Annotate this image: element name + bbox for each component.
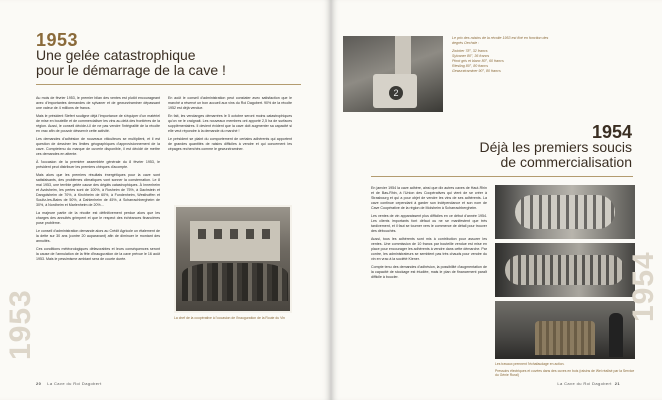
photo-press-drum [515,195,615,229]
text-column-1 [371,186,487,283]
text-column-2 [168,96,292,155]
historic-photo-press-1 [495,185,635,239]
paragraph: En janvier 1954 la cave adhère, ainsi que dix autres caves de Haut-Rhin et de Bas-Rhin, à l'Union des Coopératives qui vient de se créer à Strasbourg et qui a pour objet de vendre les vins de ses adhérents. La cave continue cependant à garder son indépendance et son nom de Cave Coopérative de la région de Molsheim à Scharrachbergheim. [371,186,487,210]
photo-press-drum [505,255,625,285]
right-page [331,0,662,400]
paragraph: Ces conditions météorologiques défavorables et leurs conséquences seront la cause de l'annulation de la fête d'inauguration de la cave prévue le 16 août 1953. Mais le pessimisme ambiant sera de courte durée. [36,247,160,261]
photo-caption: Pressoirs électriques et cuvées dans des cuves en bois (raisins de Wei réalisé par la Service du Génie Rural) [495,368,635,377]
historic-photo-vat [495,301,635,359]
paragraph: Le président se plaint du comportement de certains adhérents qui apportent de grandes quantités de raisins difficiles à vendre et qui concernent les cépages recherchés comme le gewurztraminer. [168,137,292,151]
vertical-year-watermark: 1953 [4,289,37,360]
title-line: de commercialisation [500,154,632,170]
price-line: Zwicker 78°, 32 francs [452,49,488,53]
price-sidebar [452,36,557,74]
photo-building [190,221,280,261]
photo-arm [395,36,411,76]
paragraph: La majeure partie de la récolte est définitivement perdue alors que les charges des annuités grimpent et que le respect des échéances financières pose problème. [36,211,160,225]
paragraph: Les demandes d'adhésion de nouveaux viticulteurs se multiplient, et il est question de dessiner les limites géographiques d'approvisionnement de la cave. Comptetenu du marque de cuverie disponible, il est décidé de mettre ces demandes en attente. [36,137,160,156]
paragraph: En fait, les vendanges démarrées le 5 octobre seront moins catastrophiques qu'on ne le craignait. Les nouveaux membres ont apporté 2,5 ha de surfaces supplémentaires. Il devient évident que la cave doit augmenter sa capacité si elle veut répondre à la demande du marché ! [168,114,292,133]
historic-photo-press-2 [495,243,635,297]
folio-left [36,381,102,386]
photo-people [182,263,288,301]
photo-number: 2 [389,86,403,100]
page-number: 20 [36,381,42,386]
divider [371,176,633,177]
title-line: pour le démarrage de la cave ! [36,62,226,78]
historic-photo-cooperative [174,205,292,313]
folio-right [557,381,626,386]
photo-captions [495,362,635,380]
paragraph: Compte tenu des demandes d'adhésion, la possibilité d'augmentation de la capacité de stockage est étudiée, mais le plan de financement paraît difficile à boucler. [371,265,487,279]
price-intro: Le prix des raisins de la récolte 1953 est fixé en fonction des degrés Oechsle : [452,36,549,45]
paragraph: À l'occasion de la première assemblée générale du 8 février 1953, le président peut distribuer les premiers chèques d'acompte. [36,160,160,169]
section-year-1954: 1954 [591,122,632,142]
page-number: 21 [614,381,620,386]
photo-vat [535,321,595,355]
photo-caption: Les travaux prennent l'échafaudage en action. [495,362,565,366]
section-title-1953 [36,48,256,78]
paragraph: Mais alors que les premiers résultats énergétiques pour la cave sont satisfaisants, des problèmes climatiques vont sonner la consternation. Le 8 mai 1953, une terrible gelée cause des dégâts catastrophiques. À Innenheim et Avolsheim, les pertes sont de 100%, à Rosheim de 75%, à Dachstein et Dangolsheim de 70%, à Kirchheim de 60%, à Fundenheim, Westhoffen et Soultz-les-Bains de 50%, à Dahlenheim de 45%, à Scharrachbergheim de 30%, à Nordheim et Marlenheim de 20%... [36,173,160,207]
historic-photo-measurement [343,36,443,112]
running-title: La Cave du Roi Dagobert [47,381,102,386]
price-line: Riesling 80°, 80 francs [452,64,488,68]
section-title-1954 [392,140,632,170]
paragraph: Aussi, tous les adhérents sont mis à contribution pour assurer les ventes. Une commission de 10 francs par bouteille vendue est mise en place pour encourager les adhérents à vendre dans cette démarche. Par contre, les administrateurs se semblent pas très chauds pour vendre du vin en vrac à la société Kiener. [371,237,487,261]
photo-caption: La chef de la coopérative à l'occasion de l'inauguration de la Route du Vin [174,316,285,320]
price-line: Pinot gris et blanc 80°, 60 francs [452,59,504,63]
running-title: La Cave du Roi Dagobert [557,381,612,386]
photo-worker [609,313,623,357]
vertical-year-watermark: 1954 [627,251,661,322]
price-line: Gewurztraminer 90°, 80 francs [452,69,501,73]
title-line: Déjà les premiers soucis [479,139,632,155]
divider [36,84,301,85]
section-year-1953: 1953 [36,30,79,50]
price-line: Sylvaner 80°, 36 francs [452,54,490,58]
paragraph: Mais le président Siefert souligne déjà l'importance de s'équiper d'un matériel de mise en bouteille et de commercialiser les vins au-delà des frontières de la région. Aussi, le conseil décide-t-il de ne pas vendre l'intégralité de la récolte en vrac afin de pouvoir désservir cette activité. [36,114,160,133]
text-column-1 [36,96,160,265]
paragraph: Le conseil d'administration demande alors au Crédit Agricole un étalement de la dette sur 30 ans (contre 20 auparavant) afin de diminuer le montant des annuités. [36,229,160,243]
paragraph: Au mois de février 1953, le premier bilan des ventes est plutôt encourageant avec d'importantes demandes de sylvaner et de gewurztraminer dépassant une valeur de 4 millions de francs. [36,96,160,110]
title-line: Une gelée catastrophique [36,47,196,63]
paragraph: En août le conseil d'administration peut constater avec satisfaction que le marché a réservé un bon accueil aux vins du Roi Dagobert. 90% de la récolte 1952 est déjà vendue. [168,96,292,110]
paragraph: Les ventes de vin apparaissent plus difficiles en ce début d'année 1954. Les clients importants font défaut ou ne se manifestent que très tardivement, et il faut se tourner vers le commerce de détail pour trouver des débouchés. [371,214,487,233]
